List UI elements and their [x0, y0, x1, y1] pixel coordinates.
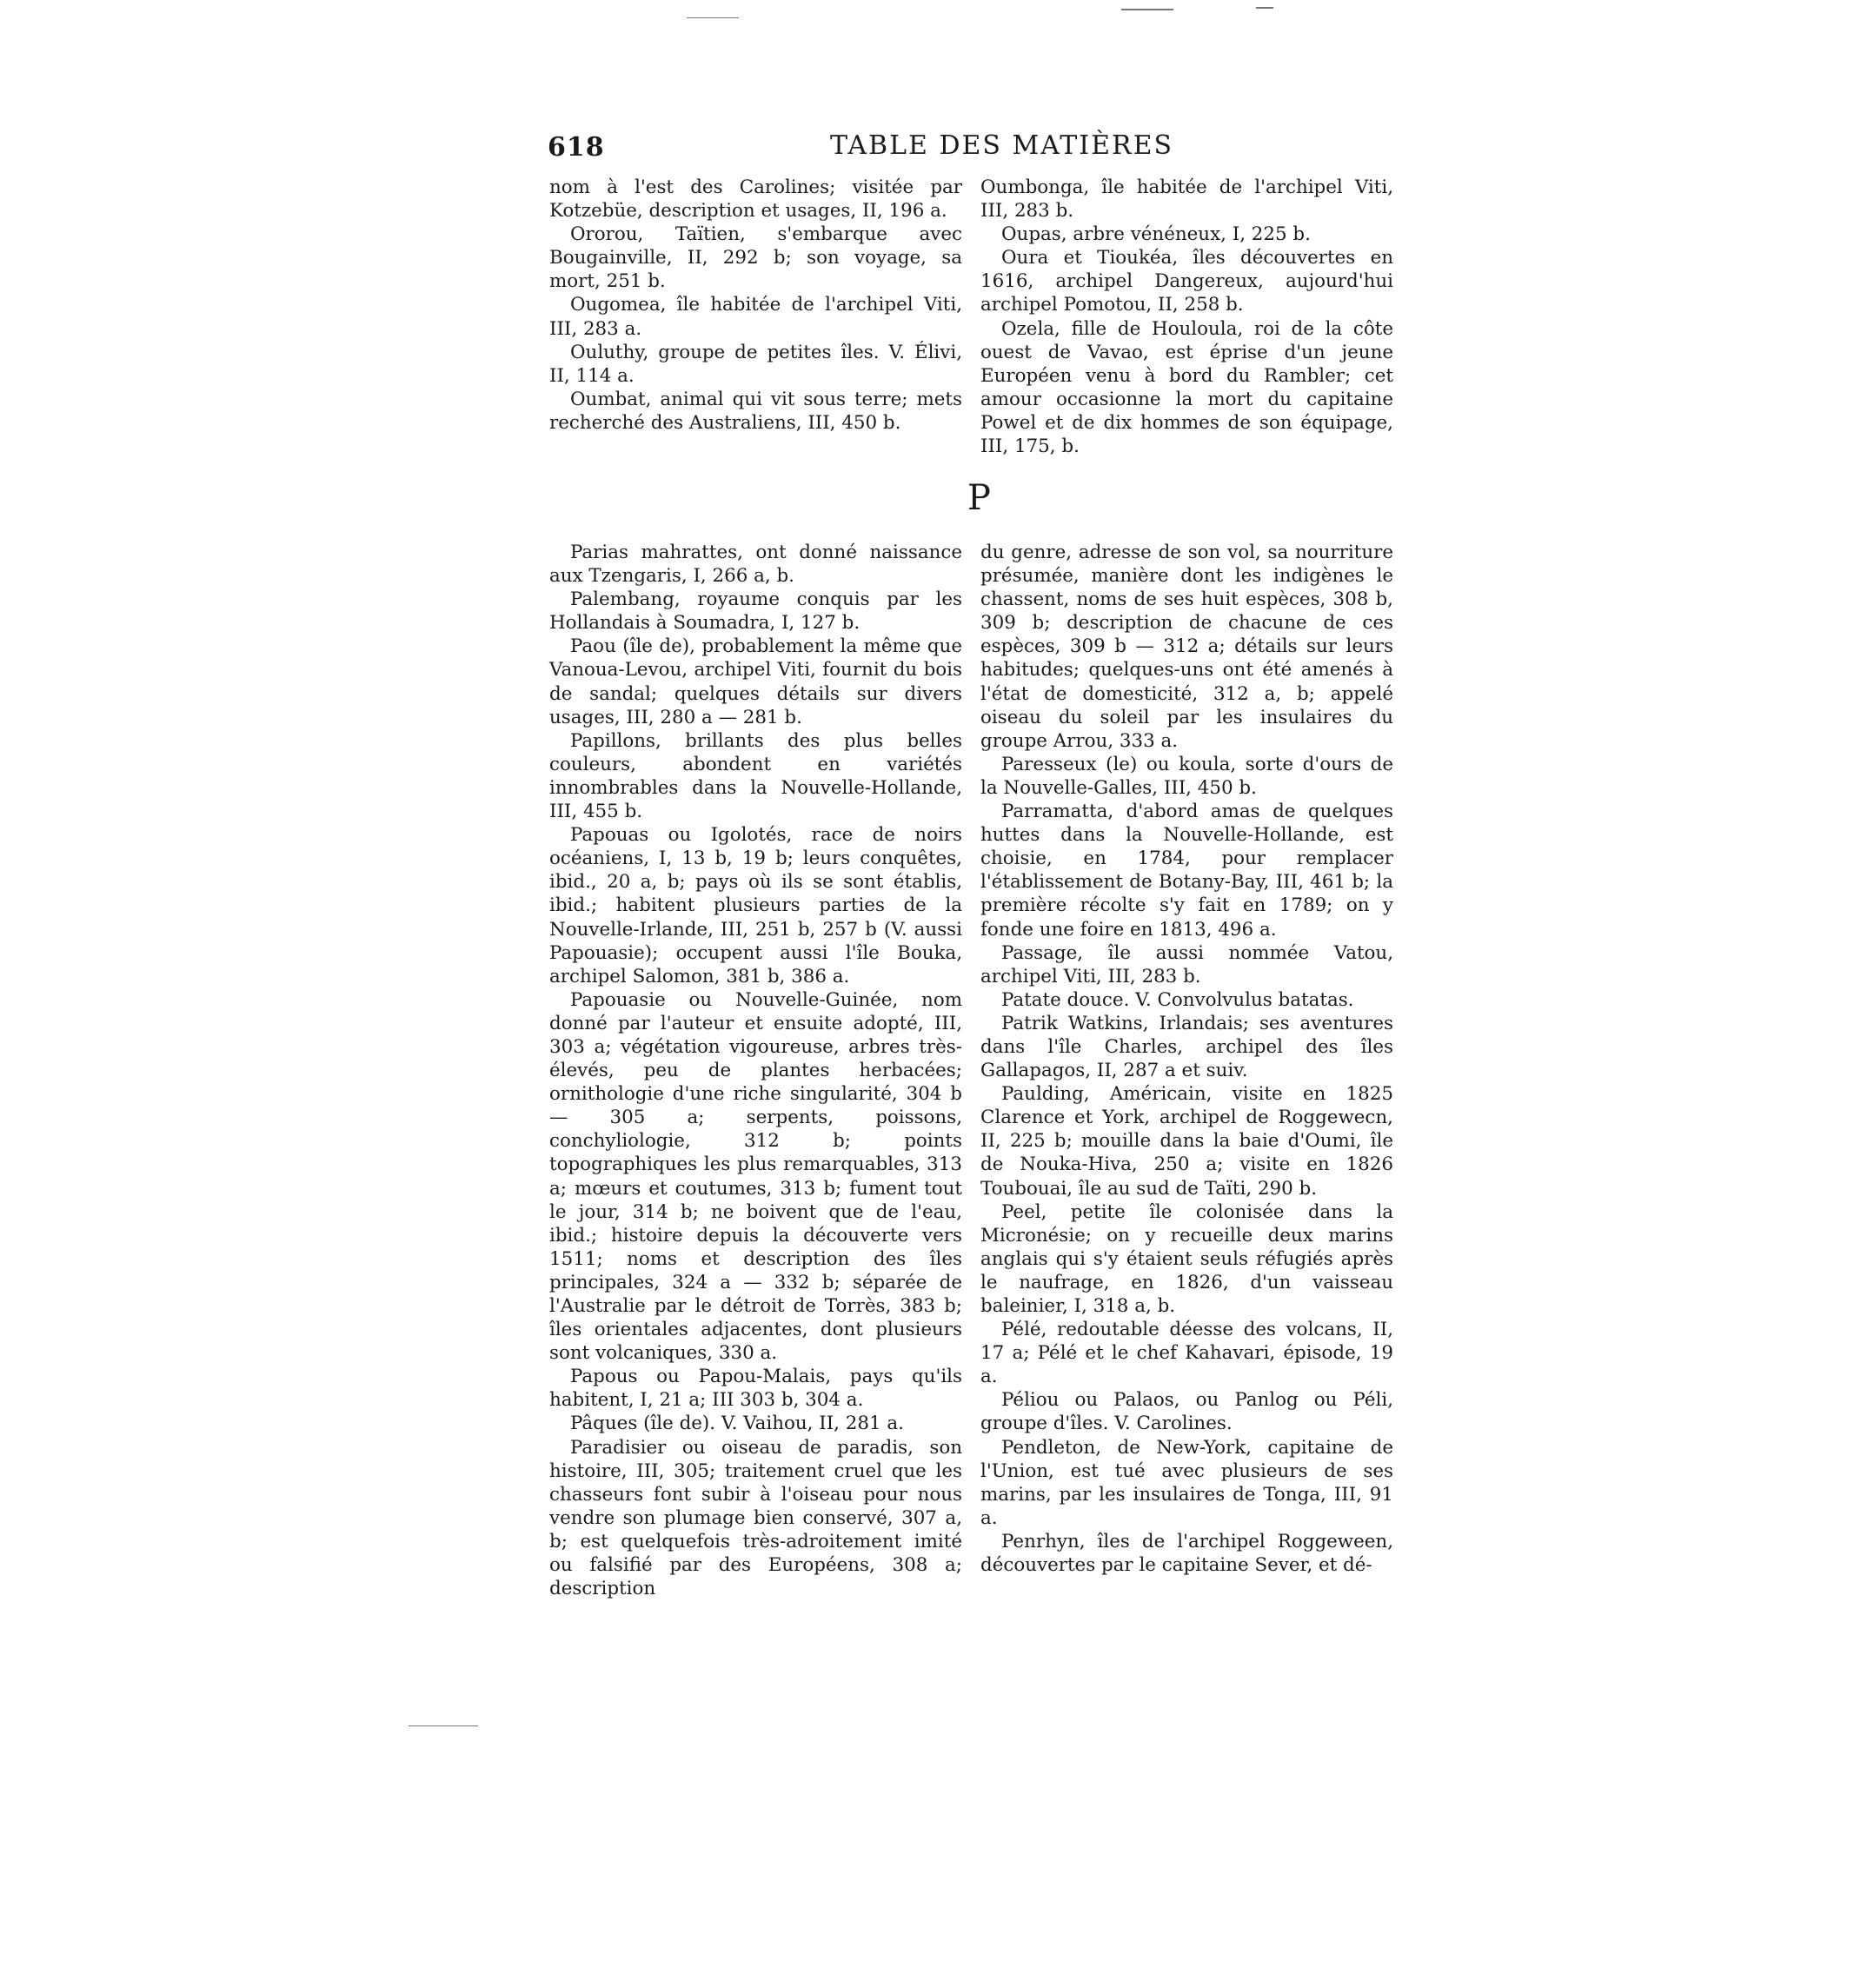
running-head-title: TABLE DES MATIÈRES — [830, 130, 1174, 161]
index-entry: Péliou ou Palaos, ou Panlog ou Péli, groupe d'îles. V. Carolines. — [980, 1389, 1393, 1435]
index-entry: Oupas, arbre vénéneux, I, 225 b. — [1001, 223, 1311, 246]
index-entry: Ouluthy, groupe de petites îles. V. Élivi, II, 114 a. — [549, 341, 962, 387]
section-letter-heading: P — [967, 478, 991, 518]
top-right-column — [980, 176, 1393, 458]
index-entry: Parias mahrattes, ont donné naissance aux Tzengaris, I, 266 a, b. — [549, 542, 962, 588]
page-number: 618 — [548, 132, 605, 163]
index-entry: Passage, île aussi nommée Vatou, archipel Viti, III, 283 b. — [980, 941, 1393, 987]
index-entry: Ozela, fille de Houloula, roi de la côte ouest de Vavao, est éprise d'un jeune Européen venu à bord du Rambler; cet amour occasionne la mort du capitaine Powel et de dix hommes de son équipage, III, 175, b. — [980, 317, 1393, 458]
index-entry: Papillons, brillants des plus belles couleurs, abondent en variétés innombrables dans la Nouvelle-Hollande, III, 455 b. — [549, 729, 962, 823]
index-entry: Papouas ou Igolotés, race de noirs océaniens, I, 13 b, 19 b; leurs conquêtes, ibid., 20 a, b; pays où ils se sont établis, ibid.; habitent plusieurs parties de la Nouvelle-Irlande, III, 251 b, 257 b (V. aussi Papouasie); occupent aussi l'île Bouka, archipel Salomon, 381 b, 386 a. — [549, 824, 962, 987]
scan-speck-top-1 — [1121, 9, 1173, 10]
index-entry: Patate douce. V. Convolvulus batatas. — [1001, 988, 1354, 1011]
top-left-column — [549, 176, 962, 435]
index-entry: Penrhyn, îles de l'archipel Roggeween, découvertes par le capitaine Sever, et dé- — [980, 1530, 1393, 1577]
index-entry: Paresseux (le) ou koula, sorte d'ours de la Nouvelle-Galles, III, 450 b. — [980, 753, 1393, 799]
index-entry: Patrik Watkins, Irlandais; ses aventures dans l'île Charles, archipel des îles Gallapagos, II, 287 a et suiv. — [980, 1012, 1393, 1082]
index-entry: Pâques (île de). V. Vaihou, II, 281 a. — [570, 1413, 904, 1435]
index-entry: Oura et Tioukéa, îles découvertes en 1616, archipel Dangereux, aujourd'hui archipel Pomotou, II, 258 b. — [980, 247, 1393, 316]
index-entry: Peel, petite île colonisée dans la Micronésie; on y recueille deux marins anglais qui s'y étaient seuls réfugiés après le naufrage, en 1826, d'un vaisseau baleinier, I, 318 a, b. — [980, 1200, 1393, 1317]
index-entry: Paou (île de), probablement la même que Vanoua-Levou, archipel Viti, fournit du bois de sandal; quelques détails sur divers usages, III, 280 a — 281 b. — [549, 635, 962, 728]
index-entry: Parramatta, d'abord amas de quelques huttes dans la Nouvelle-Hollande, est choisie, en 1784, pour remplacer l'établissement de Botany-Bay, III, 461 b; la première récolte s'y fait en 1789; on y fonde une foire en 1813, 496 a. — [980, 801, 1393, 941]
index-entry: Pendleton, de New-York, capitaine de l'Union, est tué avec plusieurs de ses marins, par les insulaires de Tonga, III, 91 a. — [980, 1436, 1393, 1529]
index-entry: Oumbat, animal qui vit sous terre; mets recherché des Australiens, III, 450 b. — [549, 388, 962, 434]
index-entry: Papous ou Papou-Malais, pays qu'ils habitent, I, 21 a; III 303 b, 304 a. — [549, 1366, 962, 1412]
index-entry: Palembang, royaume conquis par les Hollandais à Soumadra, I, 127 b. — [549, 588, 962, 635]
index-entry: Papouasie ou Nouvelle-Guinée, nom donné par l'auteur et ensuite adopté, III, 303 a; végétation vigoureuse, arbres très-élevés, peu de plantes herbacées; ornithologie d'une riche singularité, 304 b — 305 a; serpents, poissons, conchyliologie, 312 b; points topographiques les plus remarquables, 313 a; mœurs et coutumes, 313 b; fument tout le jour, 314 b; ne boivent que de l'eau, ibid.; histoire depuis la découverte vers 1511; noms et description des îles principales, 324 a — 332 b; séparée de l'Australie par le détroit de Torrès, 383 b; îles orientales adjacentes, dont plusieurs sont volcaniques, 330 a. — [549, 988, 962, 1365]
index-entry: nom à l'est des Carolines; visitée par Kotzebüe, description et usages, II, 196 a. — [549, 176, 962, 223]
index-entry: Ororou, Taïtien, s'embarque avec Bougainville, II, 292 b; son voyage, sa mort, 251 b. — [549, 223, 962, 293]
index-entry: Ougomea, île habitée de l'archipel Viti, III, 283 a. — [549, 294, 962, 340]
index-entry: Pélé, redoutable déesse des volcans, II, 17 a; Pélé et le chef Kahavari, épisode, 19 a. — [980, 1319, 1393, 1388]
scan-speck-bottom — [409, 1725, 478, 1726]
index-entry: Oumbonga, île habitée de l'archipel Viti, III, 283 b. — [980, 176, 1393, 223]
scan-speck-top-3 — [687, 17, 739, 18]
p-left-column — [549, 541, 962, 1600]
index-entry: Paulding, Américain, visite en 1825 Clarence et York, archipel de Roggewecn, II, 225 b; mouille dans la baie d'Oumi, île de Nouka-Hiva, 250 a; visite en 1826 Toubouai, île au sud de Taïti, 290 b. — [980, 1083, 1393, 1200]
scan-speck-top-2 — [1256, 7, 1273, 9]
index-entry: Paradisier ou oiseau de paradis, son histoire, III, 305; traitement cruel que les chasseurs font subir à l'oiseau pour nous vendre son plumage bien conservé, 307 a, b; est quelquefois très-adroitement imité ou falsifié par des Européens, 308 a; description — [549, 1436, 962, 1600]
index-entry-continuation: du genre, adresse de son vol, sa nourriture présumée, manière dont les indigènes le chassent, noms de ses huit espèces, 308 b, 309 b; description de chacune de ces espèces, 309 b — 312 a; détails sur leurs habitudes; quelques-uns ont été amenés à l'état de domesticité, 312 a, b; appelé oiseau du soleil par les insulaires du groupe Arrou, 333 a. — [980, 542, 1393, 752]
p-right-column — [980, 541, 1393, 1577]
